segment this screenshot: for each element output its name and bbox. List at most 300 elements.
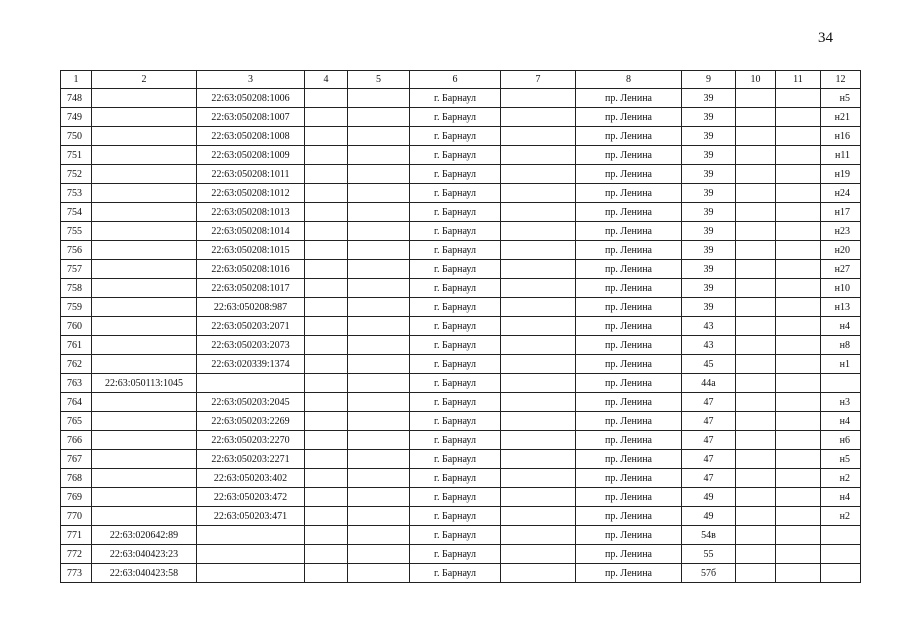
table-cell-col-1: 755: [61, 222, 92, 241]
table-cell-col-5: [348, 545, 410, 564]
table-cell-col-3: 22:63:050208:1011: [197, 165, 305, 184]
table-cell-col-4: [305, 374, 348, 393]
table-cell-col-2: [92, 469, 197, 488]
table-cell-col-12: н1: [821, 355, 861, 374]
table-cell-col-5: [348, 393, 410, 412]
table-cell-col-1: 773: [61, 564, 92, 583]
table-cell-col-6: г. Барнаул: [410, 279, 501, 298]
table-cell-col-12: н19: [821, 165, 861, 184]
table-cell-col-9: 39: [682, 146, 736, 165]
table-cell-col-3: 22:63:050203:472: [197, 488, 305, 507]
table-cell-col-11: [776, 469, 821, 488]
table-cell-col-6: г. Барнаул: [410, 355, 501, 374]
table-cell-col-12: [821, 526, 861, 545]
table-cell-col-4: [305, 146, 348, 165]
table-cell-col-12: н4: [821, 412, 861, 431]
table-cell-col-8: пр. Ленина: [576, 374, 682, 393]
table-cell-col-7: [501, 355, 576, 374]
table-cell-col-8: пр. Ленина: [576, 127, 682, 146]
table-cell-col-12: н5: [821, 450, 861, 469]
table-cell-col-1: 749: [61, 108, 92, 127]
table-cell-col-7: [501, 526, 576, 545]
table-cell-col-10: [736, 336, 776, 355]
table-cell-col-9: 39: [682, 279, 736, 298]
table-cell-col-7: [501, 260, 576, 279]
table-cell-col-1: 768: [61, 469, 92, 488]
table-cell-col-1: 771: [61, 526, 92, 545]
table-row: [61, 89, 861, 108]
table-cell-col-2: [92, 279, 197, 298]
table-cell-col-11: [776, 222, 821, 241]
table-cell-col-2: [92, 260, 197, 279]
table-cell-col-12: н6: [821, 431, 861, 450]
table-cell-col-6: г. Барнаул: [410, 241, 501, 260]
table-cell-col-7: [501, 222, 576, 241]
table-cell-col-6: г. Барнаул: [410, 165, 501, 184]
table-cell-col-9: 43: [682, 336, 736, 355]
table-cell-col-3: 22:63:050203:402: [197, 469, 305, 488]
table-cell-col-11: [776, 488, 821, 507]
table-row: [61, 469, 861, 488]
table-cell-col-11: [776, 89, 821, 108]
table-cell-col-1: 765: [61, 412, 92, 431]
table-cell-col-6: г. Барнаул: [410, 298, 501, 317]
table-cell-col-2: 22:63:050113:1045: [92, 374, 197, 393]
table-cell-col-10: [736, 393, 776, 412]
table-cell-col-9: 39: [682, 241, 736, 260]
table-cell-col-7: [501, 545, 576, 564]
table-cell-col-9: 39: [682, 203, 736, 222]
table-cell-col-1: 754: [61, 203, 92, 222]
table-cell-col-10: [736, 222, 776, 241]
table-cell-col-10: [736, 545, 776, 564]
table-cell-col-8: пр. Ленина: [576, 108, 682, 127]
table-cell-col-5: [348, 564, 410, 583]
table-cell-col-11: [776, 279, 821, 298]
page-number: 34: [818, 30, 833, 46]
table-cell-col-12: н5: [821, 89, 861, 108]
table-cell-col-1: 766: [61, 431, 92, 450]
table-cell-col-7: [501, 469, 576, 488]
table-cell-col-4: [305, 184, 348, 203]
table-cell-col-8: пр. Ленина: [576, 564, 682, 583]
table-cell-col-1: 750: [61, 127, 92, 146]
table-cell-col-8: пр. Ленина: [576, 317, 682, 336]
table-cell-col-9: 47: [682, 450, 736, 469]
table-cell-col-7: [501, 241, 576, 260]
table-cell-col-4: [305, 165, 348, 184]
table-cell-col-7: [501, 317, 576, 336]
column-header-4: 4: [305, 71, 348, 89]
table-cell-col-7: [501, 412, 576, 431]
table-cell-col-3: [197, 526, 305, 545]
table-cell-col-8: пр. Ленина: [576, 298, 682, 317]
table-cell-col-9: 49: [682, 488, 736, 507]
table-cell-col-1: 772: [61, 545, 92, 564]
table-cell-col-3: 22:63:050203:2271: [197, 450, 305, 469]
table-row: [61, 203, 861, 222]
column-header-12: 12: [821, 71, 861, 89]
table-cell-col-10: [736, 146, 776, 165]
table-row: [61, 564, 861, 583]
column-header-3: 3: [197, 71, 305, 89]
table-cell-col-7: [501, 298, 576, 317]
table-cell-col-8: пр. Ленина: [576, 450, 682, 469]
table-body: [61, 89, 861, 583]
table-cell-col-9: 57б: [682, 564, 736, 583]
table-cell-col-10: [736, 203, 776, 222]
table-cell-col-5: [348, 507, 410, 526]
table-cell-col-8: пр. Ленина: [576, 412, 682, 431]
table-cell-col-1: 762: [61, 355, 92, 374]
table-cell-col-10: [736, 279, 776, 298]
table-row: [61, 336, 861, 355]
table-cell-col-7: [501, 184, 576, 203]
table-cell-col-6: г. Барнаул: [410, 374, 501, 393]
table-cell-col-10: [736, 564, 776, 583]
table-cell-col-2: [92, 412, 197, 431]
table-row: [61, 279, 861, 298]
table-cell-col-11: [776, 355, 821, 374]
table-cell-col-8: пр. Ленина: [576, 203, 682, 222]
table-cell-col-7: [501, 431, 576, 450]
table-cell-col-10: [736, 488, 776, 507]
table-row: [61, 507, 861, 526]
table-cell-col-9: 47: [682, 469, 736, 488]
table-cell-col-12: [821, 374, 861, 393]
table-cell-col-11: [776, 450, 821, 469]
table-cell-col-2: [92, 108, 197, 127]
table-cell-col-12: н13: [821, 298, 861, 317]
table-cell-col-11: [776, 317, 821, 336]
table-cell-col-11: [776, 526, 821, 545]
table-cell-col-1: 769: [61, 488, 92, 507]
table-row: [61, 222, 861, 241]
table-cell-col-7: [501, 450, 576, 469]
table-cell-col-10: [736, 412, 776, 431]
table-cell-col-6: г. Барнаул: [410, 393, 501, 412]
table-cell-col-9: 44а: [682, 374, 736, 393]
table-cell-col-12: н2: [821, 507, 861, 526]
table-cell-col-7: [501, 108, 576, 127]
table-cell-col-12: н11: [821, 146, 861, 165]
table-cell-col-5: [348, 108, 410, 127]
table-cell-col-2: [92, 222, 197, 241]
table-cell-col-3: 22:63:050208:1008: [197, 127, 305, 146]
table-cell-col-1: 752: [61, 165, 92, 184]
table-cell-col-6: г. Барнаул: [410, 488, 501, 507]
table-cell-col-11: [776, 564, 821, 583]
table-cell-col-7: [501, 146, 576, 165]
table-cell-col-9: 43: [682, 317, 736, 336]
table-cell-col-5: [348, 184, 410, 203]
table-cell-col-1: 767: [61, 450, 92, 469]
table-cell-col-7: [501, 564, 576, 583]
table-cell-col-2: [92, 488, 197, 507]
table-cell-col-4: [305, 241, 348, 260]
table-cell-col-4: [305, 393, 348, 412]
table-cell-col-9: 47: [682, 431, 736, 450]
table-cell-col-11: [776, 260, 821, 279]
table-cell-col-12: н4: [821, 317, 861, 336]
table-cell-col-2: [92, 165, 197, 184]
table-cell-col-4: [305, 450, 348, 469]
table-cell-col-11: [776, 507, 821, 526]
table-cell-col-3: 22:63:050203:2071: [197, 317, 305, 336]
table-cell-col-5: [348, 298, 410, 317]
table-cell-col-3: 22:63:050208:1017: [197, 279, 305, 298]
table-cell-col-6: г. Барнаул: [410, 203, 501, 222]
table-cell-col-12: н2: [821, 469, 861, 488]
table-cell-col-4: [305, 89, 348, 108]
table-header-row: [61, 71, 861, 89]
table-cell-col-4: [305, 507, 348, 526]
registry-table: [60, 70, 861, 583]
table-cell-col-5: [348, 165, 410, 184]
table-cell-col-9: 49: [682, 507, 736, 526]
table-cell-col-9: 39: [682, 184, 736, 203]
table-cell-col-3: 22:63:050203:2045: [197, 393, 305, 412]
table-cell-col-10: [736, 526, 776, 545]
table-cell-col-9: 39: [682, 108, 736, 127]
table-cell-col-8: пр. Ленина: [576, 241, 682, 260]
table-cell-col-1: 757: [61, 260, 92, 279]
table-cell-col-1: 770: [61, 507, 92, 526]
table-row: [61, 127, 861, 146]
table-cell-col-2: [92, 450, 197, 469]
table-cell-col-6: г. Барнаул: [410, 317, 501, 336]
table-cell-col-4: [305, 488, 348, 507]
table-cell-col-9: 39: [682, 127, 736, 146]
table-row: [61, 526, 861, 545]
table-cell-col-8: пр. Ленина: [576, 488, 682, 507]
table-cell-col-4: [305, 203, 348, 222]
table-cell-col-4: [305, 317, 348, 336]
table-cell-col-2: 22:63:040423:23: [92, 545, 197, 564]
table-cell-col-12: н10: [821, 279, 861, 298]
table-cell-col-11: [776, 412, 821, 431]
table-cell-col-1: 751: [61, 146, 92, 165]
table-cell-col-2: 22:63:040423:58: [92, 564, 197, 583]
table-cell-col-9: 47: [682, 393, 736, 412]
table-cell-col-8: пр. Ленина: [576, 507, 682, 526]
table-cell-col-5: [348, 222, 410, 241]
table-cell-col-11: [776, 374, 821, 393]
table-cell-col-6: г. Барнаул: [410, 545, 501, 564]
table-cell-col-5: [348, 127, 410, 146]
table-cell-col-3: [197, 545, 305, 564]
table-cell-col-4: [305, 127, 348, 146]
table-cell-col-3: 22:63:050208:1013: [197, 203, 305, 222]
table-cell-col-9: 45: [682, 355, 736, 374]
table-cell-col-8: пр. Ленина: [576, 184, 682, 203]
table-cell-col-4: [305, 298, 348, 317]
table-cell-col-5: [348, 450, 410, 469]
table-cell-col-3: 22:63:050208:987: [197, 298, 305, 317]
table-cell-col-5: [348, 203, 410, 222]
table-cell-col-1: 753: [61, 184, 92, 203]
table-cell-col-7: [501, 488, 576, 507]
table-cell-col-8: пр. Ленина: [576, 469, 682, 488]
table-cell-col-3: 22:63:050203:2073: [197, 336, 305, 355]
table-cell-col-6: г. Барнаул: [410, 450, 501, 469]
table-row: [61, 450, 861, 469]
column-header-8: 8: [576, 71, 682, 89]
table-cell-col-2: [92, 507, 197, 526]
table-row: [61, 165, 861, 184]
table-cell-col-12: н4: [821, 488, 861, 507]
table-row: [61, 355, 861, 374]
table-cell-col-8: пр. Ленина: [576, 222, 682, 241]
table-cell-col-2: [92, 127, 197, 146]
table-cell-col-5: [348, 336, 410, 355]
table-cell-col-2: [92, 336, 197, 355]
table-cell-col-7: [501, 279, 576, 298]
table-cell-col-2: [92, 355, 197, 374]
table-row: [61, 545, 861, 564]
column-header-1: 1: [61, 71, 92, 89]
table-cell-col-2: [92, 317, 197, 336]
table-cell-col-2: 22:63:020642:89: [92, 526, 197, 545]
table-cell-col-12: н8: [821, 336, 861, 355]
table-cell-col-3: 22:63:050208:1009: [197, 146, 305, 165]
column-header-5: 5: [348, 71, 410, 89]
table-cell-col-4: [305, 279, 348, 298]
table-cell-col-12: н16: [821, 127, 861, 146]
table-cell-col-6: г. Барнаул: [410, 412, 501, 431]
table-cell-col-2: [92, 89, 197, 108]
table-cell-col-2: [92, 431, 197, 450]
table-row: [61, 260, 861, 279]
table-cell-col-6: г. Барнаул: [410, 260, 501, 279]
table-cell-col-12: [821, 564, 861, 583]
table-cell-col-4: [305, 431, 348, 450]
column-header-6: 6: [410, 71, 501, 89]
table-cell-col-6: г. Барнаул: [410, 127, 501, 146]
table-cell-col-12: [821, 545, 861, 564]
table-cell-col-8: пр. Ленина: [576, 545, 682, 564]
table-row: [61, 488, 861, 507]
table-cell-col-5: [348, 89, 410, 108]
table-cell-col-4: [305, 469, 348, 488]
table-cell-col-10: [736, 108, 776, 127]
table-cell-col-12: н23: [821, 222, 861, 241]
table-cell-col-1: 758: [61, 279, 92, 298]
table-cell-col-4: [305, 526, 348, 545]
table-cell-col-7: [501, 203, 576, 222]
column-header-10: 10: [736, 71, 776, 89]
table-cell-col-10: [736, 165, 776, 184]
table-cell-col-2: [92, 146, 197, 165]
table-cell-col-10: [736, 241, 776, 260]
table-cell-col-4: [305, 355, 348, 374]
table-cell-col-4: [305, 336, 348, 355]
table-cell-col-1: 764: [61, 393, 92, 412]
table-cell-col-9: 39: [682, 222, 736, 241]
table-cell-col-5: [348, 146, 410, 165]
table-cell-col-2: [92, 184, 197, 203]
table-cell-col-6: г. Барнаул: [410, 336, 501, 355]
table-cell-col-3: 22:63:050208:1016: [197, 260, 305, 279]
table-cell-col-5: [348, 317, 410, 336]
table-cell-col-3: 22:63:050208:1015: [197, 241, 305, 260]
table-cell-col-3: 22:63:050203:2270: [197, 431, 305, 450]
table-cell-col-3: 22:63:020339:1374: [197, 355, 305, 374]
table-cell-col-7: [501, 393, 576, 412]
table-cell-col-8: пр. Ленина: [576, 89, 682, 108]
table-cell-col-1: 748: [61, 89, 92, 108]
table-cell-col-3: [197, 564, 305, 583]
table-cell-col-1: 759: [61, 298, 92, 317]
table-cell-col-3: 22:63:050208:1006: [197, 89, 305, 108]
table-row: [61, 184, 861, 203]
table-cell-col-1: 760: [61, 317, 92, 336]
table-cell-col-5: [348, 469, 410, 488]
table-cell-col-11: [776, 545, 821, 564]
table-cell-col-12: н21: [821, 108, 861, 127]
table-cell-col-5: [348, 412, 410, 431]
table-cell-col-8: пр. Ленина: [576, 279, 682, 298]
table-cell-col-6: г. Барнаул: [410, 146, 501, 165]
table-cell-col-10: [736, 450, 776, 469]
table-cell-col-8: пр. Ленина: [576, 146, 682, 165]
table-cell-col-6: г. Барнаул: [410, 108, 501, 127]
column-header-9: 9: [682, 71, 736, 89]
table-cell-col-1: 761: [61, 336, 92, 355]
table-cell-col-6: г. Барнаул: [410, 507, 501, 526]
table-cell-col-1: 763: [61, 374, 92, 393]
table-cell-col-8: пр. Ленина: [576, 393, 682, 412]
table-cell-col-6: г. Барнаул: [410, 89, 501, 108]
column-header-7: 7: [501, 71, 576, 89]
table-cell-col-10: [736, 507, 776, 526]
table-cell-col-10: [736, 469, 776, 488]
table-cell-col-10: [736, 298, 776, 317]
table-cell-col-5: [348, 431, 410, 450]
table-cell-col-6: г. Барнаул: [410, 184, 501, 203]
table-cell-col-4: [305, 564, 348, 583]
table-cell-col-11: [776, 165, 821, 184]
table-cell-col-11: [776, 127, 821, 146]
column-header-2: 2: [92, 71, 197, 89]
table-cell-col-7: [501, 374, 576, 393]
table-cell-col-4: [305, 222, 348, 241]
table-cell-col-7: [501, 89, 576, 108]
table-cell-col-11: [776, 336, 821, 355]
table-cell-col-9: 55: [682, 545, 736, 564]
table-cell-col-11: [776, 184, 821, 203]
table-cell-col-4: [305, 412, 348, 431]
table-cell-col-9: 54в: [682, 526, 736, 545]
table-cell-col-3: [197, 374, 305, 393]
table-cell-col-5: [348, 355, 410, 374]
table-row: [61, 393, 861, 412]
table-cell-col-6: г. Барнаул: [410, 431, 501, 450]
table-cell-col-10: [736, 184, 776, 203]
table-cell-col-2: [92, 298, 197, 317]
table-cell-col-9: 39: [682, 260, 736, 279]
table-cell-col-3: 22:63:050203:471: [197, 507, 305, 526]
table-cell-col-5: [348, 526, 410, 545]
table-cell-col-10: [736, 317, 776, 336]
table-cell-col-11: [776, 298, 821, 317]
table-cell-col-4: [305, 545, 348, 564]
column-header-11: 11: [776, 71, 821, 89]
table-cell-col-11: [776, 241, 821, 260]
table-cell-col-11: [776, 108, 821, 127]
table-cell-col-12: н27: [821, 260, 861, 279]
table-cell-col-10: [736, 374, 776, 393]
